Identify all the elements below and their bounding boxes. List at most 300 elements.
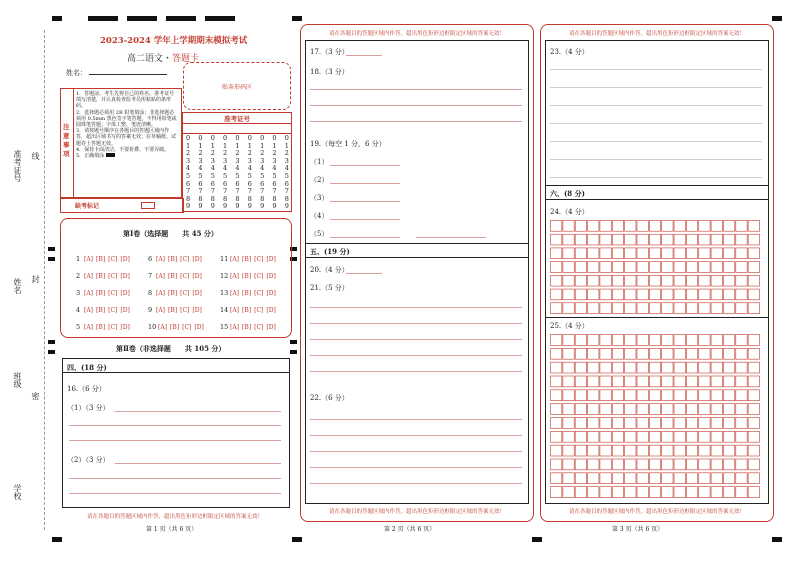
digit-bubble[interactable]: 7 — [223, 187, 228, 196]
answer-line[interactable] — [310, 339, 522, 340]
grid-cell[interactable] — [649, 487, 660, 498]
grid-cell[interactable] — [551, 335, 562, 346]
mc-option-bubble[interactable]: [A] — [84, 290, 94, 297]
mc-option-bubble[interactable]: [B] — [168, 307, 178, 314]
grid-cell[interactable] — [588, 303, 599, 314]
mc-option-bubble[interactable]: [D] — [266, 290, 276, 297]
grid-cell[interactable] — [612, 473, 623, 484]
grid-cell[interactable] — [625, 390, 636, 401]
mc-option-bubble[interactable]: [B] — [96, 324, 106, 331]
grid-cell[interactable] — [637, 404, 648, 415]
digit-bubble[interactable]: 4 — [186, 164, 191, 173]
grid-cell[interactable] — [563, 473, 574, 484]
grid-cell[interactable] — [699, 418, 710, 429]
grid-cell[interactable] — [600, 275, 611, 286]
grid-cell[interactable] — [699, 248, 710, 259]
grid-cell[interactable] — [575, 289, 586, 300]
digit-bubble[interactable]: 2 — [223, 149, 228, 158]
digit-bubble[interactable]: 5 — [260, 171, 265, 180]
grid-cell[interactable] — [612, 418, 623, 429]
answer-line[interactable] — [69, 440, 281, 441]
grid-cell[interactable] — [748, 234, 759, 245]
grid-cell[interactable] — [674, 487, 685, 498]
grid-cell[interactable] — [588, 459, 599, 470]
mc-option-bubble[interactable]: [B] — [242, 290, 252, 297]
grid-cell[interactable] — [575, 473, 586, 484]
name-underline[interactable] — [89, 74, 167, 75]
composition-grid-q24[interactable] — [550, 219, 760, 315]
grid-cell[interactable] — [563, 221, 574, 232]
digit-bubble[interactable]: 1 — [235, 141, 240, 150]
digit-bubble[interactable]: 4 — [284, 164, 289, 173]
grid-cell[interactable] — [637, 390, 648, 401]
mc-option-bubble[interactable]: [B] — [96, 273, 106, 280]
grid-cell[interactable] — [563, 262, 574, 273]
digit-bubble[interactable]: 1 — [272, 141, 277, 150]
grid-cell[interactable] — [711, 431, 722, 442]
grid-cell[interactable] — [637, 348, 648, 359]
grid-cell[interactable] — [649, 221, 660, 232]
digit-bubble[interactable]: 7 — [260, 187, 265, 196]
answer-line[interactable] — [550, 105, 762, 106]
grid-cell[interactable] — [625, 404, 636, 415]
digit-bubble[interactable]: 3 — [186, 156, 191, 165]
grid-cell[interactable] — [575, 262, 586, 273]
digit-bubble[interactable]: 1 — [284, 141, 289, 150]
grid-cell[interactable] — [551, 303, 562, 314]
grid-cell[interactable] — [662, 431, 673, 442]
digit-bubble[interactable]: 6 — [260, 179, 265, 188]
digit-bubble[interactable]: 2 — [198, 149, 203, 158]
digit-bubble[interactable]: 2 — [186, 149, 191, 158]
grid-cell[interactable] — [588, 445, 599, 456]
grid-cell[interactable] — [600, 404, 611, 415]
mc-option-bubble[interactable]: [A] — [84, 256, 94, 263]
grid-cell[interactable] — [686, 275, 697, 286]
mc-option-bubble[interactable]: [B] — [96, 307, 106, 314]
grid-cell[interactable] — [711, 262, 722, 273]
digit-bubble[interactable]: 8 — [247, 194, 252, 203]
grid-cell[interactable] — [588, 234, 599, 245]
grid-cell[interactable] — [551, 262, 562, 273]
grid-cell[interactable] — [662, 262, 673, 273]
grid-cell[interactable] — [686, 459, 697, 470]
grid-cell[interactable] — [600, 390, 611, 401]
grid-cell[interactable] — [588, 262, 599, 273]
grid-cell[interactable] — [686, 404, 697, 415]
mc-option-bubble[interactable]: [A] — [230, 307, 240, 314]
digit-bubble[interactable]: 8 — [260, 194, 265, 203]
digit-bubble[interactable]: 9 — [235, 202, 240, 211]
grid-cell[interactable] — [723, 404, 734, 415]
grid-cell[interactable] — [674, 303, 685, 314]
digit-bubble[interactable]: 0 — [186, 134, 191, 142]
grid-cell[interactable] — [736, 418, 747, 429]
grid-cell[interactable] — [674, 262, 685, 273]
grid-cell[interactable] — [699, 275, 710, 286]
grid-cell[interactable] — [686, 431, 697, 442]
answer-line[interactable] — [115, 463, 281, 464]
mc-option-bubble[interactable]: [D] — [120, 256, 130, 263]
grid-cell[interactable] — [662, 248, 673, 259]
mc-option-bubble[interactable]: [A] — [230, 256, 240, 263]
digit-bubble[interactable]: 1 — [223, 141, 228, 150]
grid-cell[interactable] — [563, 487, 574, 498]
grid-cell[interactable] — [736, 234, 747, 245]
grid-cell[interactable] — [723, 348, 734, 359]
mc-option-bubble[interactable]: [C] — [108, 290, 118, 297]
digit-bubble[interactable]: 9 — [284, 202, 289, 211]
grid-cell[interactable] — [736, 262, 747, 273]
digit-bubble[interactable]: 3 — [223, 156, 228, 165]
grid-cell[interactable] — [649, 275, 660, 286]
grid-cell[interactable] — [625, 303, 636, 314]
grid-cell[interactable] — [723, 221, 734, 232]
answer-line[interactable] — [330, 219, 400, 220]
answer-line[interactable] — [69, 493, 281, 494]
grid-cell[interactable] — [736, 376, 747, 387]
grid-cell[interactable] — [625, 262, 636, 273]
grid-cell[interactable] — [563, 248, 574, 259]
composition-grid-q25[interactable] — [550, 333, 760, 499]
grid-cell[interactable] — [699, 335, 710, 346]
grid-cell[interactable] — [637, 459, 648, 470]
grid-cell[interactable] — [662, 348, 673, 359]
digit-bubble[interactable]: 1 — [198, 141, 203, 150]
grid-cell[interactable] — [711, 335, 722, 346]
mc-option-bubble[interactable]: [A] — [156, 273, 166, 280]
grid-cell[interactable] — [612, 445, 623, 456]
mc-option-bubble[interactable]: [B] — [242, 307, 252, 314]
grid-cell[interactable] — [588, 390, 599, 401]
grid-cell[interactable] — [563, 275, 574, 286]
answer-line[interactable] — [310, 89, 522, 90]
digit-bubble[interactable]: 6 — [272, 179, 277, 188]
grid-cell[interactable] — [723, 418, 734, 429]
grid-cell[interactable] — [711, 248, 722, 259]
digit-bubble[interactable]: 8 — [223, 194, 228, 203]
grid-cell[interactable] — [600, 445, 611, 456]
mc-option-bubble[interactable]: [D] — [266, 307, 276, 314]
grid-cell[interactable] — [551, 404, 562, 415]
grid-cell[interactable] — [711, 362, 722, 373]
grid-cell[interactable] — [699, 262, 710, 273]
grid-cell[interactable] — [662, 376, 673, 387]
digit-bubble[interactable]: 3 — [210, 156, 215, 165]
grid-cell[interactable] — [711, 445, 722, 456]
grid-cell[interactable] — [551, 459, 562, 470]
answer-line[interactable] — [550, 123, 762, 124]
grid-cell[interactable] — [612, 376, 623, 387]
digit-bubble[interactable]: 0 — [235, 134, 240, 142]
grid-cell[interactable] — [699, 445, 710, 456]
grid-cell[interactable] — [711, 234, 722, 245]
grid-cell[interactable] — [748, 289, 759, 300]
digit-bubble[interactable]: 4 — [223, 164, 228, 173]
grid-cell[interactable] — [723, 445, 734, 456]
grid-cell[interactable] — [662, 362, 673, 373]
grid-cell[interactable] — [674, 275, 685, 286]
grid-cell[interactable] — [748, 248, 759, 259]
digit-bubble[interactable]: 8 — [272, 194, 277, 203]
grid-cell[interactable] — [600, 418, 611, 429]
grid-cell[interactable] — [588, 248, 599, 259]
digit-bubble[interactable]: 3 — [272, 156, 277, 165]
grid-cell[interactable] — [563, 289, 574, 300]
answer-line[interactable] — [115, 411, 281, 412]
grid-cell[interactable] — [612, 487, 623, 498]
mc-option-bubble[interactable]: [A] — [156, 290, 166, 297]
grid-cell[interactable] — [674, 234, 685, 245]
grid-cell[interactable] — [736, 487, 747, 498]
grid-cell[interactable] — [600, 487, 611, 498]
grid-cell[interactable] — [674, 289, 685, 300]
answer-line[interactable] — [330, 183, 400, 184]
grid-cell[interactable] — [748, 459, 759, 470]
grid-cell[interactable] — [612, 404, 623, 415]
grid-cell[interactable] — [674, 376, 685, 387]
grid-cell[interactable] — [686, 221, 697, 232]
grid-cell[interactable] — [649, 335, 660, 346]
grid-cell[interactable] — [674, 221, 685, 232]
grid-cell[interactable] — [674, 459, 685, 470]
grid-cell[interactable] — [551, 376, 562, 387]
mc-option-bubble[interactable]: [D] — [266, 324, 276, 331]
name-field[interactable] — [66, 68, 167, 78]
grid-cell[interactable] — [662, 459, 673, 470]
mc-option-bubble[interactable]: [C] — [180, 290, 190, 297]
mc-option-bubble[interactable]: [B] — [168, 290, 178, 297]
digit-bubble[interactable]: 7 — [272, 187, 277, 196]
digit-bubble[interactable]: 7 — [186, 187, 191, 196]
digit-bubble[interactable]: 1 — [260, 141, 265, 150]
grid-cell[interactable] — [649, 445, 660, 456]
answer-line[interactable] — [550, 159, 762, 160]
grid-cell[interactable] — [625, 445, 636, 456]
digit-bubble[interactable]: 3 — [284, 156, 289, 165]
grid-cell[interactable] — [662, 445, 673, 456]
grid-cell[interactable] — [575, 487, 586, 498]
mc-option-bubble[interactable]: [D] — [192, 307, 202, 314]
grid-cell[interactable] — [686, 262, 697, 273]
grid-cell[interactable] — [563, 362, 574, 373]
grid-cell[interactable] — [748, 431, 759, 442]
digit-bubble[interactable]: 0 — [284, 134, 289, 142]
grid-cell[interactable] — [674, 362, 685, 373]
mc-option-bubble[interactable]: [C] — [108, 307, 118, 314]
grid-cell[interactable] — [748, 335, 759, 346]
grid-cell[interactable] — [662, 418, 673, 429]
mc-option-bubble[interactable]: [B] — [168, 273, 178, 280]
answer-line[interactable] — [69, 478, 281, 479]
grid-cell[interactable] — [612, 234, 623, 245]
digit-bubble[interactable]: 5 — [223, 171, 228, 180]
mc-option-bubble[interactable]: [D] — [192, 290, 202, 297]
mc-option-bubble[interactable]: [C] — [254, 256, 264, 263]
grid-cell[interactable] — [612, 362, 623, 373]
grid-cell[interactable] — [563, 303, 574, 314]
mc-option-bubble[interactable]: [B] — [242, 324, 252, 331]
grid-cell[interactable] — [551, 248, 562, 259]
grid-cell[interactable] — [600, 303, 611, 314]
mc-option-bubble[interactable]: [C] — [180, 273, 190, 280]
grid-cell[interactable] — [625, 289, 636, 300]
grid-cell[interactable] — [612, 390, 623, 401]
grid-cell[interactable] — [649, 459, 660, 470]
grid-cell[interactable] — [686, 445, 697, 456]
grid-cell[interactable] — [649, 431, 660, 442]
grid-cell[interactable] — [575, 248, 586, 259]
digit-bubble[interactable]: 5 — [272, 171, 277, 180]
mc-option-bubble[interactable]: [A] — [230, 273, 240, 280]
grid-cell[interactable] — [625, 487, 636, 498]
grid-cell[interactable] — [686, 473, 697, 484]
grid-cell[interactable] — [723, 289, 734, 300]
grid-cell[interactable] — [699, 431, 710, 442]
grid-cell[interactable] — [736, 404, 747, 415]
grid-cell[interactable] — [600, 473, 611, 484]
grid-cell[interactable] — [551, 487, 562, 498]
mc-option-bubble[interactable]: [C] — [254, 273, 264, 280]
grid-cell[interactable] — [625, 234, 636, 245]
grid-cell[interactable] — [612, 303, 623, 314]
grid-cell[interactable] — [625, 431, 636, 442]
grid-cell[interactable] — [563, 404, 574, 415]
absent-checkbox[interactable] — [141, 202, 155, 209]
digit-bubble[interactable]: 4 — [198, 164, 203, 173]
grid-cell[interactable] — [600, 262, 611, 273]
digit-bubble[interactable]: 6 — [235, 179, 240, 188]
grid-cell[interactable] — [699, 473, 710, 484]
grid-cell[interactable] — [563, 348, 574, 359]
mc-option-bubble[interactable]: [A] — [84, 324, 94, 331]
grid-cell[interactable] — [674, 390, 685, 401]
answer-line[interactable] — [330, 201, 400, 202]
grid-cell[interactable] — [662, 275, 673, 286]
digit-bubble[interactable]: 7 — [235, 187, 240, 196]
grid-cell[interactable] — [748, 487, 759, 498]
mc-option-bubble[interactable]: [A] — [158, 324, 168, 331]
grid-cell[interactable] — [600, 431, 611, 442]
grid-cell[interactable] — [637, 431, 648, 442]
grid-cell[interactable] — [637, 262, 648, 273]
grid-cell[interactable] — [711, 289, 722, 300]
digit-bubble[interactable]: 5 — [284, 171, 289, 180]
grid-cell[interactable] — [699, 303, 710, 314]
grid-cell[interactable] — [748, 362, 759, 373]
grid-cell[interactable] — [612, 275, 623, 286]
digit-bubble[interactable]: 9 — [260, 202, 265, 211]
answer-line[interactable] — [310, 419, 522, 420]
grid-cell[interactable] — [637, 234, 648, 245]
grid-cell[interactable] — [575, 459, 586, 470]
grid-cell[interactable] — [711, 473, 722, 484]
grid-cell[interactable] — [736, 335, 747, 346]
grid-cell[interactable] — [637, 376, 648, 387]
grid-cell[interactable] — [748, 418, 759, 429]
grid-cell[interactable] — [600, 289, 611, 300]
digit-bubble[interactable]: 3 — [260, 156, 265, 165]
grid-cell[interactable] — [748, 445, 759, 456]
grid-cell[interactable] — [551, 221, 562, 232]
mc-option-bubble[interactable]: [D] — [120, 307, 130, 314]
mc-option-bubble[interactable]: [A] — [84, 273, 94, 280]
mc-option-bubble[interactable]: [C] — [108, 256, 118, 263]
digit-bubble[interactable]: 5 — [235, 171, 240, 180]
grid-cell[interactable] — [711, 459, 722, 470]
answer-line[interactable] — [310, 121, 522, 122]
grid-cell[interactable] — [736, 303, 747, 314]
digit-bubble[interactable]: 0 — [223, 134, 228, 142]
grid-cell[interactable] — [563, 376, 574, 387]
grid-cell[interactable] — [575, 221, 586, 232]
grid-cell[interactable] — [637, 445, 648, 456]
grid-cell[interactable] — [649, 418, 660, 429]
grid-cell[interactable] — [637, 335, 648, 346]
grid-cell[interactable] — [625, 473, 636, 484]
grid-cell[interactable] — [699, 376, 710, 387]
digit-bubble[interactable]: 6 — [210, 179, 215, 188]
grid-cell[interactable] — [748, 262, 759, 273]
grid-cell[interactable] — [612, 262, 623, 273]
grid-cell[interactable] — [612, 348, 623, 359]
grid-cell[interactable] — [674, 335, 685, 346]
grid-cell[interactable] — [649, 404, 660, 415]
grid-cell[interactable] — [736, 445, 747, 456]
answer-line[interactable] — [550, 87, 762, 88]
grid-cell[interactable] — [736, 289, 747, 300]
digit-bubble[interactable]: 4 — [210, 164, 215, 173]
mc-option-bubble[interactable]: [A] — [156, 307, 166, 314]
answer-line[interactable] — [310, 105, 522, 106]
grid-cell[interactable] — [637, 303, 648, 314]
grid-cell[interactable] — [686, 248, 697, 259]
grid-cell[interactable] — [748, 348, 759, 359]
grid-cell[interactable] — [748, 221, 759, 232]
grid-cell[interactable] — [736, 348, 747, 359]
grid-cell[interactable] — [686, 487, 697, 498]
grid-cell[interactable] — [723, 275, 734, 286]
grid-cell[interactable] — [736, 362, 747, 373]
grid-cell[interactable] — [686, 418, 697, 429]
mc-option-bubble[interactable]: [B] — [170, 324, 180, 331]
grid-cell[interactable] — [748, 404, 759, 415]
answer-line[interactable] — [416, 237, 486, 238]
mc-option-bubble[interactable]: [D] — [120, 290, 130, 297]
answer-line[interactable] — [310, 307, 522, 308]
grid-cell[interactable] — [575, 348, 586, 359]
grid-cell[interactable] — [686, 376, 697, 387]
grid-cell[interactable] — [711, 221, 722, 232]
digit-bubble[interactable]: 2 — [272, 149, 277, 158]
grid-cell[interactable] — [723, 431, 734, 442]
grid-cell[interactable] — [736, 275, 747, 286]
mc-option-bubble[interactable]: [D] — [192, 273, 202, 280]
grid-cell[interactable] — [723, 303, 734, 314]
digit-bubble[interactable]: 5 — [186, 171, 191, 180]
grid-cell[interactable] — [600, 335, 611, 346]
grid-cell[interactable] — [600, 362, 611, 373]
grid-cell[interactable] — [699, 362, 710, 373]
grid-cell[interactable] — [686, 234, 697, 245]
grid-cell[interactable] — [748, 473, 759, 484]
grid-cell[interactable] — [748, 275, 759, 286]
digit-bubble[interactable]: 8 — [235, 194, 240, 203]
grid-cell[interactable] — [563, 390, 574, 401]
grid-cell[interactable] — [637, 418, 648, 429]
grid-cell[interactable] — [563, 418, 574, 429]
grid-cell[interactable] — [662, 473, 673, 484]
